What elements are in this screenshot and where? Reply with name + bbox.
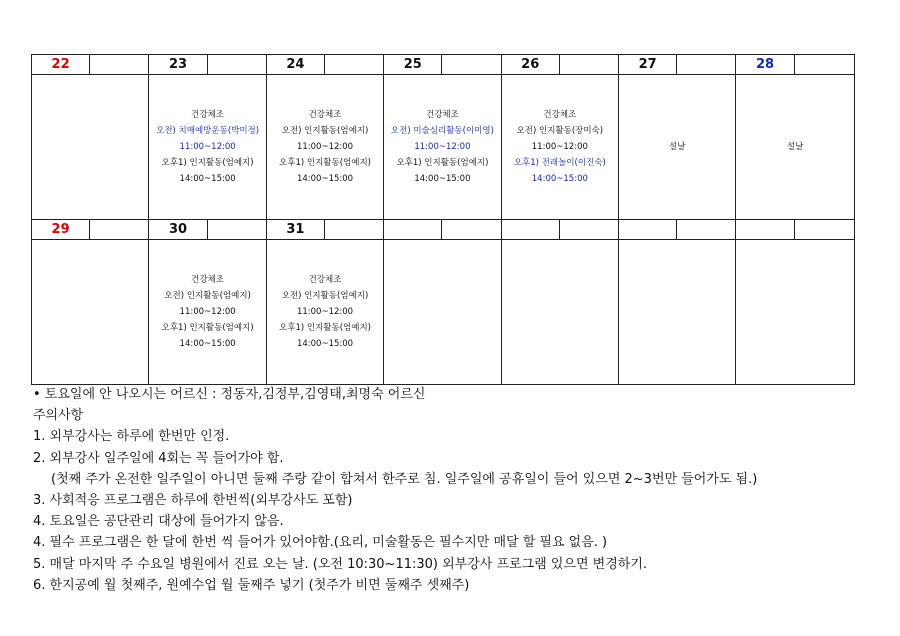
day-schedule-cell <box>619 240 736 385</box>
day-header-blank <box>207 220 266 240</box>
schedule-line: 11:00~12:00 <box>296 307 354 317</box>
schedule-line: 14:00~15:00 <box>179 174 236 184</box>
schedule-line: 건강체조 <box>308 275 342 285</box>
day-schedule-cell <box>32 240 149 385</box>
day-header-blank <box>442 220 501 240</box>
day-schedule-cell <box>149 75 266 220</box>
day-header-blank <box>325 55 384 75</box>
day-number <box>736 220 794 240</box>
day-schedule-cell <box>736 240 855 385</box>
day-number: 25 <box>384 55 442 75</box>
day-header-blank <box>794 55 854 75</box>
day-number <box>501 220 559 240</box>
day-number: 27 <box>619 55 677 75</box>
schedule-line: 건강체조 <box>425 110 459 120</box>
schedule-line: 11:00~12:00 <box>179 142 236 152</box>
schedule-line: 오전) 인지활동(엄예지) <box>164 291 251 301</box>
schedule-line: 오후1) 인지활동(엄예지) <box>279 323 371 333</box>
day-schedule-cell <box>384 75 501 220</box>
day-schedule-cell <box>736 75 855 220</box>
day-schedule-cell <box>619 75 736 220</box>
week-content-row <box>32 240 855 385</box>
notes-section <box>33 384 883 596</box>
day-schedule-cell <box>266 75 383 220</box>
day-number: 31 <box>266 220 324 240</box>
day-number: 28 <box>736 55 794 75</box>
schedule-line: 오전) 인지활동(엄예지) <box>281 291 369 301</box>
calendar-table <box>31 54 855 385</box>
schedule-line: 건강체조 <box>308 110 342 120</box>
schedule-line: 14:00~15:00 <box>296 339 354 349</box>
day-number: 24 <box>266 55 324 75</box>
saturday-absent-note: • 토요일에 안 나오시는 어르신 : 정동자,김정부,김영태,최명숙 어르신 <box>33 387 426 402</box>
note-item: 5. 매달 마지막 주 수요일 병원에서 진료 오는 날. (오전 10:30~11:30) 외부강사 프로그램 있으면 변경하기. <box>33 556 648 572</box>
note-item: 1. 외부강사는 하루에 한번만 인정. <box>33 429 230 445</box>
week-content-row <box>32 75 855 220</box>
schedule-line: 건강체조 <box>191 275 225 285</box>
day-number <box>384 220 442 240</box>
schedule-line: 설날 <box>669 142 686 152</box>
schedule-line: 14:00~15:00 <box>414 174 471 184</box>
schedule-line: 오전) 치매예방운동(박미정) <box>156 126 260 136</box>
schedule-line: 14:00~15:00 <box>296 174 354 184</box>
notes-heading: 주의사항 <box>33 408 84 424</box>
day-header-blank <box>90 220 149 240</box>
day-schedule-cell <box>501 75 618 220</box>
schedule-line: 11:00~12:00 <box>531 142 588 152</box>
schedule-line: 11:00~12:00 <box>179 307 236 317</box>
day-number: 26 <box>501 55 559 75</box>
day-schedule-cell <box>501 240 618 385</box>
schedule-line: 오후1) 인지활동(엄예지) <box>161 158 254 168</box>
schedule-line: 오전) 인지활동(장미숙) <box>516 126 604 136</box>
note-item: 3. 사회적응 프로그램은 하루에 한번씩(외부강사도 포함) <box>33 492 353 508</box>
schedule-line: 설날 <box>787 142 804 152</box>
day-header-blank <box>794 220 854 240</box>
day-number: 22 <box>32 55 90 75</box>
day-schedule-cell <box>384 240 501 385</box>
schedule-line: 오후1) 인지활동(엄예지) <box>279 158 371 168</box>
day-number: 30 <box>149 220 207 240</box>
note-item: 4. 필수 프로그램은 한 달에 한번 씩 들어가 있어야함.(요리, 미술활동은 필수지만 매달 할 필요 없음. ) <box>33 535 608 551</box>
note-item: 4. 토요일은 공단관리 대상에 들어가지 않음. <box>33 514 284 530</box>
note-item: 2. 외부강사 일주일에 4회는 꼭 들어가야 함. <box>33 450 284 466</box>
schedule-line: 11:00~12:00 <box>414 142 471 152</box>
note-item: 6. 한지공예 월 첫째주, 원예수업 월 둘째주 넣기 (첫주가 비면 둘째주 셋째주) <box>33 577 470 593</box>
schedule-line: 11:00~12:00 <box>296 142 354 152</box>
day-header-blank <box>442 55 501 75</box>
schedule-line: 건강체조 <box>543 110 577 120</box>
day-header-blank <box>677 220 736 240</box>
note-item: (첫째 주가 온전한 일주일이 아니면 둘째 주랑 같이 합쳐서 한주로 침. 일주일에 공휴일이 들어 있으면 2~3번만 들어가도 됨.) <box>51 471 758 487</box>
day-header-blank <box>677 55 736 75</box>
day-header-blank <box>90 55 149 75</box>
day-schedule-cell <box>266 240 383 385</box>
schedule-line: 오후1) 인지활동(엄예지) <box>396 158 489 168</box>
schedule-line: 오전) 인지활동(엄예지) <box>281 126 369 136</box>
schedule-line: 건강체조 <box>191 110 225 120</box>
schedule-line: 오후1) 전래놀이(이진숙) <box>513 158 606 168</box>
day-header-blank <box>325 220 384 240</box>
day-schedule-cell <box>149 240 266 385</box>
day-header-blank <box>207 55 266 75</box>
week-number-row <box>32 55 855 75</box>
schedule-line: 14:00~15:00 <box>531 174 588 184</box>
schedule-line: 오후1) 인지활동(엄예지) <box>161 323 254 333</box>
schedule-line: 오전) 미술심리활동(이미영) <box>390 126 494 136</box>
schedule-line: 14:00~15:00 <box>179 339 236 349</box>
day-number <box>619 220 677 240</box>
day-header-blank <box>559 220 618 240</box>
day-schedule-cell <box>32 75 149 220</box>
day-header-blank <box>559 55 618 75</box>
day-number: 23 <box>149 55 207 75</box>
week-number-row <box>32 220 855 240</box>
day-number: 29 <box>32 220 90 240</box>
